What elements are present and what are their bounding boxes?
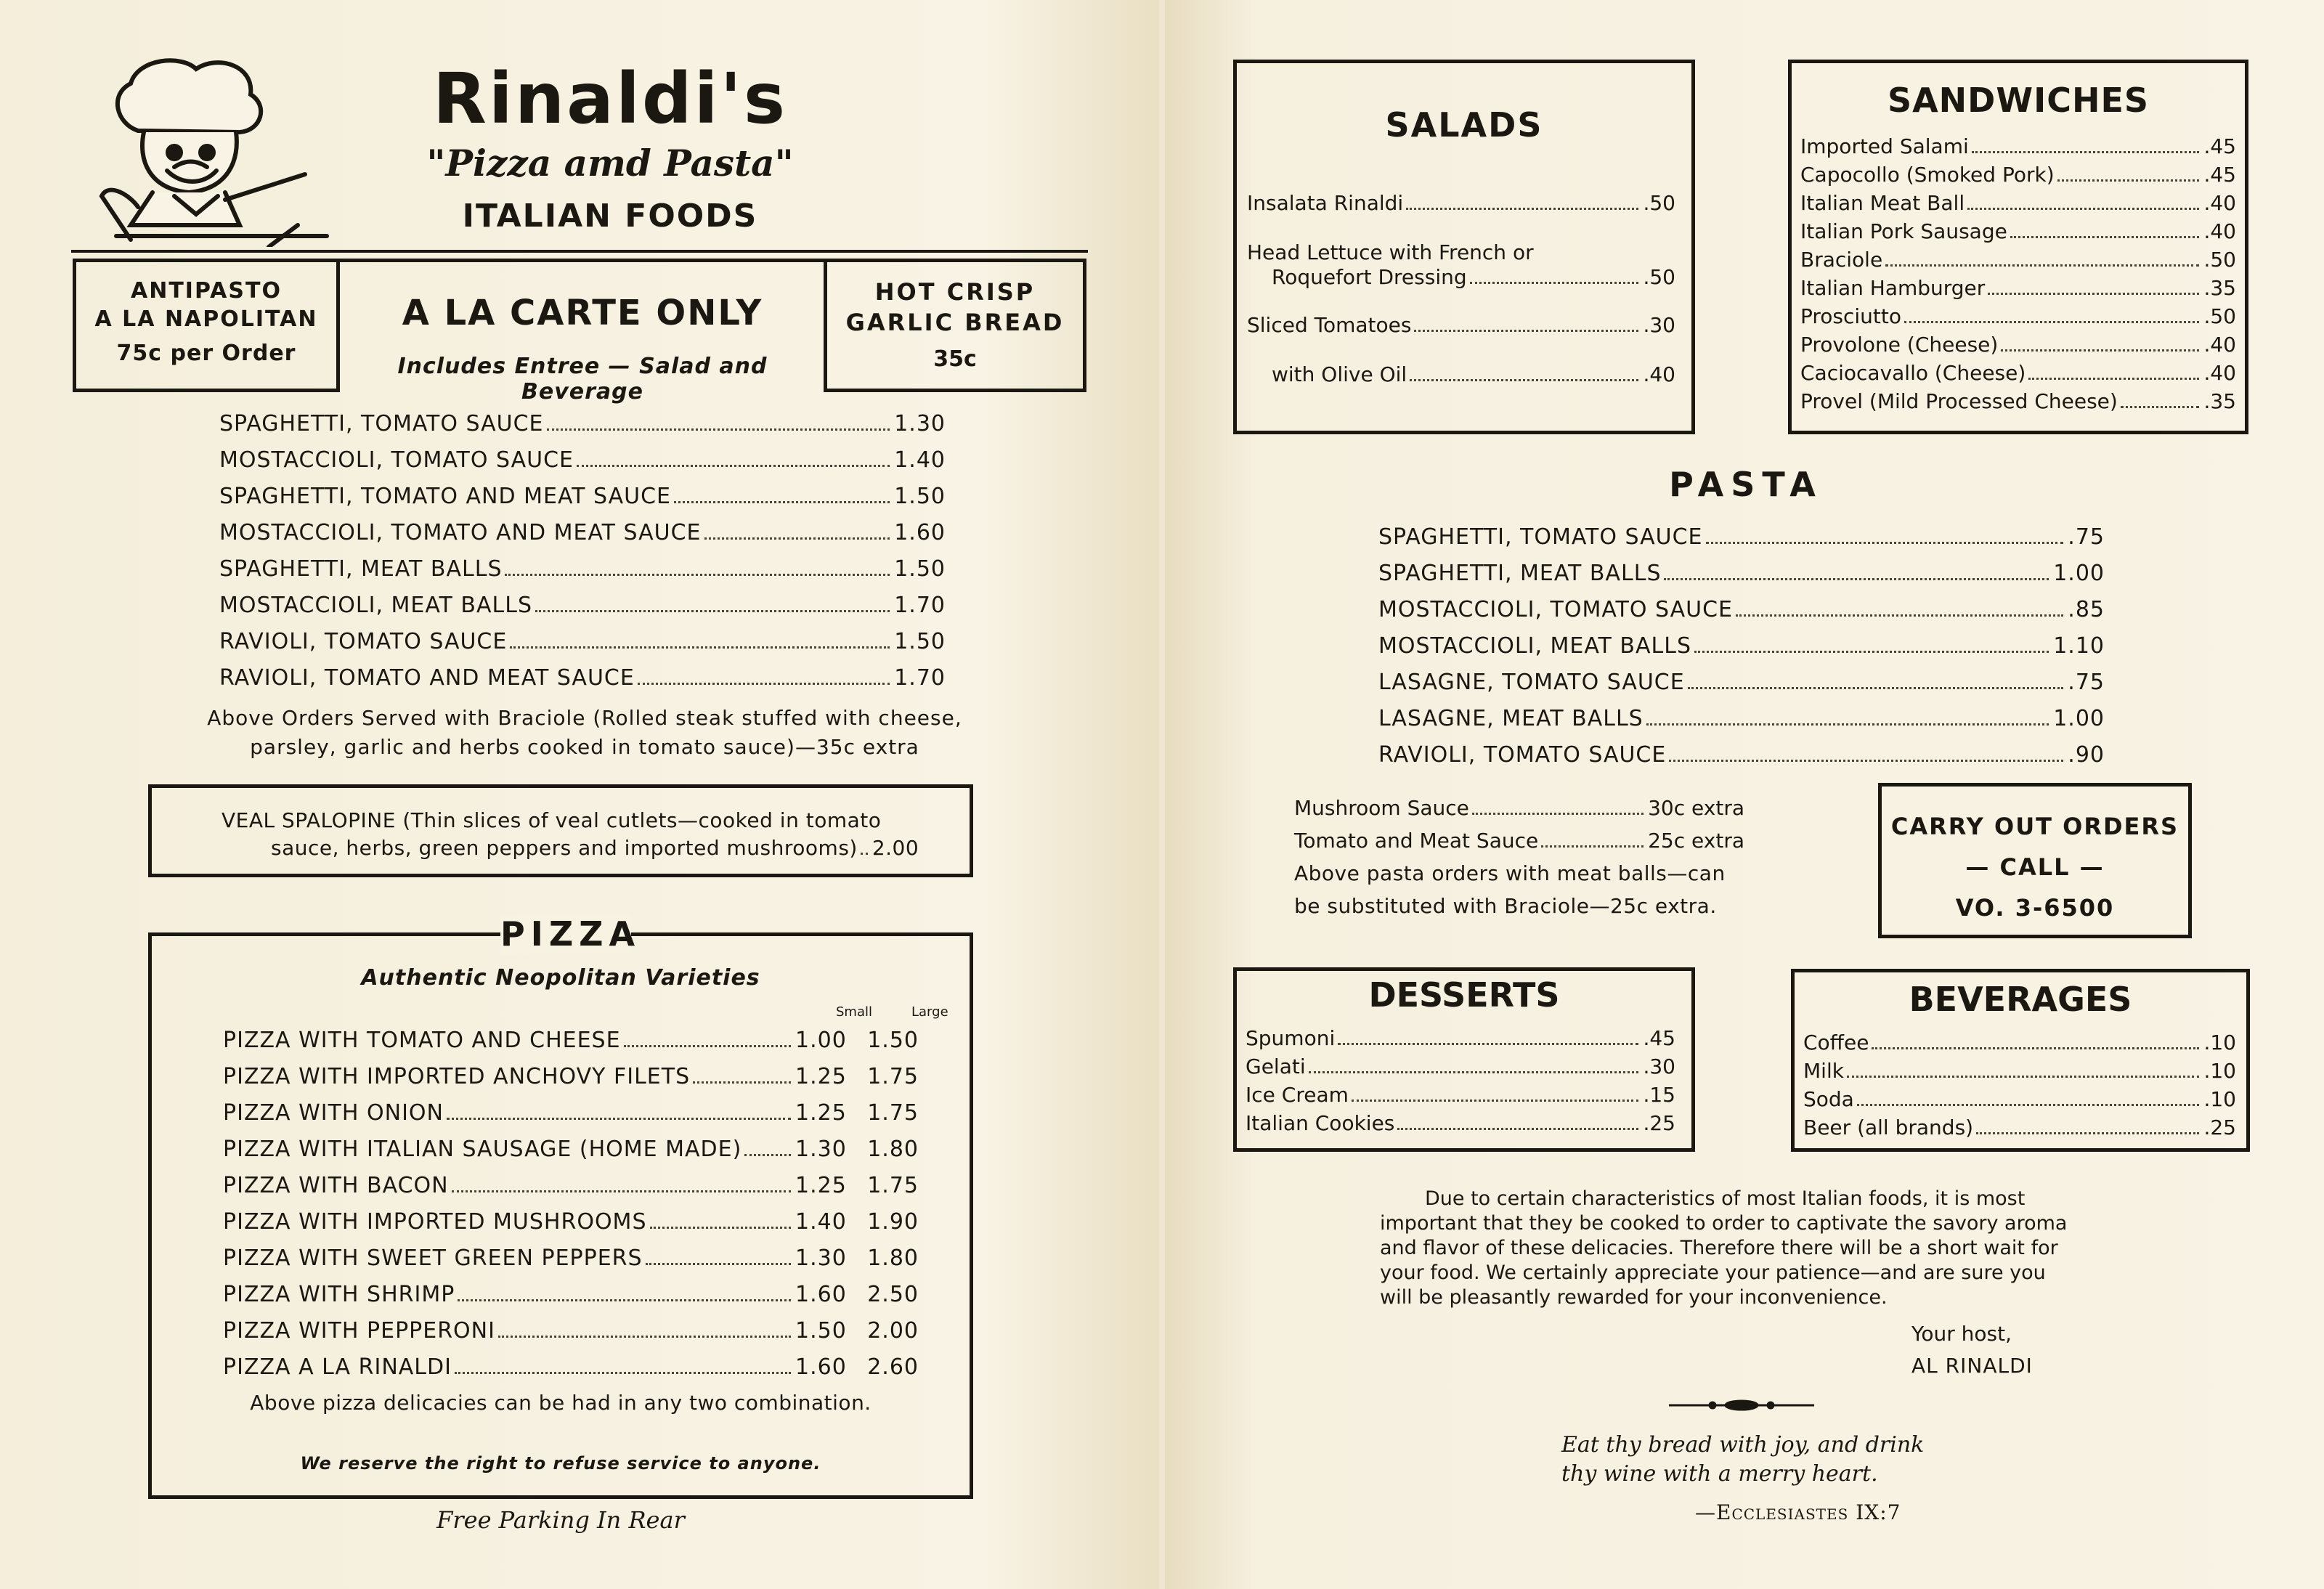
sandwich-price: .40: [2203, 219, 2236, 243]
entree-price: 1.60: [894, 520, 946, 545]
pizza-title: PIZZA: [500, 914, 641, 954]
antipasto-line1: ANTIPASTO: [131, 278, 282, 304]
salads-title: SALADS: [1385, 105, 1543, 145]
salad-name-line1: Head Lettuce with French or: [1247, 240, 1534, 264]
pizza-large-price: 2.60: [867, 1354, 919, 1380]
pasta-price: 1.00: [2053, 706, 2105, 731]
entree-name: MOSTACCIOLI, TOMATO AND MEAT SAUCE: [219, 520, 702, 545]
carryout-box: [1878, 783, 2192, 938]
list-item: [1800, 304, 2236, 333]
pizza-small-price: 1.60: [795, 1354, 847, 1380]
host-note-line: will be pleasantly rewarded for your inconvenience.: [1380, 1286, 1888, 1309]
garlic-bread-box: [824, 259, 1086, 392]
host-note-line: Due to certain characteristics of most Italian foods, it is most: [1425, 1187, 2026, 1210]
salads-box: [1233, 60, 1695, 434]
sandwich-name: Imported Salami: [1800, 134, 1969, 158]
extra-name: Tomato and Meat Sauce: [1294, 829, 1539, 853]
entree-list: [219, 411, 946, 702]
pizza-large-price: 1.80: [867, 1137, 919, 1162]
entree-price: 1.70: [894, 665, 946, 691]
pizza-small-price: 1.60: [795, 1282, 847, 1307]
pasta-price: .75: [2068, 670, 2105, 695]
sandwiches-title: SANDWICHES: [1887, 81, 2150, 120]
pizza-name: PIZZA WITH PEPPERONI: [223, 1318, 495, 1344]
beverage-name: Beer (all brands): [1803, 1115, 1974, 1139]
sandwich-price: .50: [2203, 248, 2236, 272]
entree-name: MOSTACCIOLI, MEAT BALLS: [219, 593, 532, 618]
pasta-price: .90: [2068, 742, 2105, 768]
sandwiches-list: [1800, 134, 2236, 418]
sandwich-price: .40: [2203, 191, 2236, 215]
antipasto-price: 75c per Order: [116, 341, 296, 366]
list-item: [1378, 742, 2105, 779]
pasta-price: 1.00: [2053, 561, 2105, 586]
entree-price: 1.30: [894, 411, 946, 436]
left-page: [0, 0, 1159, 1589]
entree-name: MOSTACCIOLI, TOMATO SAUCE: [219, 447, 574, 473]
table-row: [223, 1100, 919, 1137]
restaurant-tagline: "Pizza amd Pasta": [426, 142, 794, 184]
table-row: [223, 1064, 919, 1100]
table-row: [223, 1245, 919, 1282]
pasta-name: MOSTACCIOLI, TOMATO SAUCE: [1378, 597, 1733, 622]
pizza-small-price: 1.25: [795, 1100, 847, 1126]
carryout-line1: CARRY OUT ORDERS: [1890, 813, 2179, 840]
salads-list: [1247, 191, 1675, 406]
list-item: [1378, 597, 2105, 633]
alacarte-note: Includes Entree — Salad and Beverage: [397, 354, 768, 405]
table-row: [223, 1173, 919, 1209]
desserts-title: DESSERTS: [1368, 975, 1560, 1015]
pizza-small-price: 1.00: [795, 1028, 847, 1053]
salad-name: with Olive Oil: [1272, 362, 1407, 386]
carryout-phone: VO. 3-6500: [1955, 894, 2115, 922]
list-item: [1800, 219, 2236, 248]
beverage-name: Soda: [1803, 1087, 1854, 1111]
host-note-line: your food. We certainly appreciate your patience—and are sure you: [1380, 1261, 2046, 1284]
veal-box: [148, 784, 973, 877]
list-item: [1800, 248, 2236, 276]
parking-note: Free Parking In Rear: [436, 1506, 685, 1534]
pizza-large-price: 1.90: [867, 1209, 919, 1235]
list-item: [1378, 524, 2105, 561]
pasta-title: PASTA: [1669, 465, 1823, 504]
pasta-name: SPAGHETTI, MEAT BALLS: [1378, 561, 1662, 586]
list-item: [1803, 1031, 2236, 1059]
entree-price: 1.70: [894, 593, 946, 618]
sandwich-name: Provolone (Cheese): [1800, 333, 1999, 357]
beverage-price: .10: [2203, 1059, 2236, 1083]
braciole-note-1: Above Orders Served with Braciole (Rolled steak stuffed with cheese,: [207, 706, 962, 730]
pasta-price: .85: [2068, 597, 2105, 622]
list-item: [1803, 1115, 2236, 1144]
entree-price: 1.40: [894, 447, 946, 473]
pizza-small-price: 1.25: [795, 1064, 847, 1089]
pizza-small-price: 1.30: [795, 1245, 847, 1271]
pasta-name: SPAGHETTI, TOMATO SAUCE: [1378, 524, 1703, 550]
host-note-line: important that they be cooked to order to captivate the savory aroma: [1380, 1212, 2068, 1235]
dessert-price: .30: [1643, 1054, 1675, 1078]
alacarte-title: A LA CARTE ONLY: [402, 293, 763, 333]
sandwich-name: Capocollo (Smoked Pork): [1800, 163, 2055, 187]
list-item: [1247, 313, 1675, 362]
pizza-name: PIZZA WITH SWEET GREEN PEPPERS: [223, 1245, 643, 1271]
entree-name: SPAGHETTI, MEAT BALLS: [219, 556, 503, 582]
col-small-label: Small: [836, 1004, 872, 1020]
desserts-list: [1246, 1026, 1675, 1139]
pasta-name: LASAGNE, MEAT BALLS: [1378, 706, 1644, 731]
entree-name: SPAGHETTI, TOMATO AND MEAT SAUCE: [219, 484, 671, 509]
list-item: [1800, 191, 2236, 219]
pizza-large-price: 1.75: [867, 1173, 919, 1198]
salad-name: Sliced Tomatoes: [1247, 313, 1412, 337]
list-item: [219, 411, 946, 447]
list-item: [1247, 362, 1675, 406]
list-item: [1800, 361, 2236, 389]
sandwich-name: Braciole: [1800, 248, 1883, 272]
pasta-name: LASAGNE, TOMATO SAUCE: [1378, 670, 1685, 695]
host-name: AL RINALDI: [1911, 1354, 2033, 1378]
entree-name: SPAGHETTI, TOMATO SAUCE: [219, 411, 544, 436]
entree-name: RAVIOLI, TOMATO SAUCE: [219, 629, 508, 654]
sandwich-price: .45: [2203, 163, 2236, 187]
table-row: [223, 1318, 919, 1354]
dessert-price: .45: [1643, 1026, 1675, 1050]
sandwich-name: Italian Meat Ball: [1800, 191, 1965, 215]
alacarte-block: [340, 259, 825, 405]
beverages-title: BEVERAGES: [1909, 980, 2132, 1019]
beverage-price: .10: [2203, 1031, 2236, 1054]
braciole-note-2: parsley, garlic and herbs cooked in tomato sauce)—35c extra: [250, 735, 919, 759]
beverage-name: Coffee: [1803, 1031, 1869, 1054]
pizza-name: PIZZA WITH IMPORTED MUSHROOMS: [223, 1209, 647, 1235]
sandwich-name: Italian Hamburger: [1800, 276, 1986, 300]
beverage-price: .10: [2203, 1087, 2236, 1111]
list-item: [1800, 333, 2236, 361]
pizza-large-price: 2.00: [867, 1318, 919, 1344]
salad-name-line2: Roquefort Dressing: [1272, 265, 1467, 289]
list-item: [1803, 1087, 2236, 1115]
list-item: [1800, 163, 2236, 191]
sandwich-name: Provel (Mild Processed Cheese): [1800, 389, 2118, 413]
veal-price: 2.00: [871, 836, 919, 860]
dessert-name: Spumoni: [1246, 1026, 1336, 1050]
pizza-name: PIZZA WITH ONION: [223, 1100, 444, 1126]
beverage-name: Milk: [1803, 1059, 1844, 1083]
pizza-large-price: 1.80: [867, 1245, 919, 1271]
list-item: [1294, 829, 1744, 861]
garlic-line1: HOT CRISP: [874, 278, 1036, 306]
salad-name: Insalata Rinaldi: [1247, 191, 1404, 215]
antipasto-box: [73, 259, 340, 392]
list-item: [219, 556, 946, 593]
host-note: [1380, 1187, 2106, 1310]
salad-price: .40: [1643, 362, 1675, 386]
pizza-large-price: 1.50: [867, 1028, 919, 1053]
veal-line2-row: [271, 836, 919, 862]
sandwiches-box: [1788, 60, 2248, 434]
pizza-small-price: 1.25: [795, 1173, 847, 1198]
sandwich-name: Caciocavallo (Cheese): [1800, 361, 2026, 385]
table-row: [223, 1209, 919, 1245]
pasta-name: MOSTACCIOLI, MEAT BALLS: [1378, 633, 1691, 659]
pasta-note-2: be substituted with Braciole—25c extra.: [1294, 894, 1717, 918]
pizza-large-price: 1.75: [867, 1064, 919, 1089]
beverages-list: [1803, 1031, 2236, 1144]
pizza-name: PIZZA A LA RINALDI: [223, 1354, 452, 1380]
salad-price: .50: [1643, 265, 1675, 289]
extra-price: 25c extra: [1648, 829, 1744, 853]
list-item: [1247, 265, 1675, 313]
list-item: [219, 520, 946, 556]
dessert-name: Gelati: [1246, 1054, 1306, 1078]
list-item: [1246, 1111, 1675, 1139]
veal-line1: VEAL SPALOPINE (Thin slices of veal cutlets—cooked in tomato: [222, 808, 882, 832]
list-item: [1378, 706, 2105, 742]
pizza-large-price: 1.75: [867, 1100, 919, 1126]
flourish-divider-icon: [1669, 1394, 1814, 1416]
beverage-price: .25: [2203, 1115, 2236, 1139]
pasta-price: .75: [2068, 524, 2105, 550]
sandwich-price: .40: [2203, 333, 2236, 357]
sandwich-price: .40: [2203, 361, 2236, 385]
pizza-name: PIZZA WITH IMPORTED ANCHOVY FILETS: [223, 1064, 691, 1089]
pizza-small-price: 1.50: [795, 1318, 847, 1344]
garlic-line2: GARLIC BREAD: [845, 309, 1065, 336]
table-row: [223, 1137, 919, 1173]
pasta-price: 1.10: [2053, 633, 2105, 659]
list-item: [1246, 1083, 1675, 1111]
dessert-price: .15: [1643, 1083, 1675, 1107]
host-signoff: Your host,: [1911, 1322, 2012, 1346]
pizza-combo-note: Above pizza delicacies can be had in any two combination.: [250, 1391, 871, 1415]
list-item: [1800, 134, 2236, 163]
pizza-list: [223, 1028, 919, 1391]
pizza-small-price: 1.30: [795, 1137, 847, 1162]
sandwich-name: Prosciutto: [1800, 304, 1902, 328]
list-item: [219, 665, 946, 702]
pizza-name: PIZZA WITH ITALIAN SAUSAGE (HOME MADE): [223, 1137, 742, 1162]
pizza-large-price: 2.50: [867, 1282, 919, 1307]
garlic-price: 35c: [933, 346, 977, 372]
list-item: [1803, 1059, 2236, 1087]
right-page: [1165, 0, 2324, 1589]
pasta-list: [1378, 524, 2105, 779]
pasta-name: RAVIOLI, TOMATO SAUCE: [1378, 742, 1667, 768]
list-item: [219, 447, 946, 484]
dessert-name: Italian Cookies: [1246, 1111, 1395, 1135]
list-item: [219, 484, 946, 520]
restaurant-name: Rinaldi's: [432, 58, 787, 139]
entree-price: 1.50: [894, 556, 946, 582]
dessert-name: Ice Cream: [1246, 1083, 1349, 1107]
pizza-subtitle: Authentic Neopolitan Varieties: [361, 965, 760, 991]
list-item: [1247, 191, 1675, 240]
pizza-name: PIZZA WITH BACON: [223, 1173, 449, 1198]
quote-line2: thy wine with a merry heart.: [1561, 1461, 1878, 1487]
list-item: [1246, 1054, 1675, 1083]
quote-line1: Eat thy bread with joy, and drink: [1561, 1432, 1925, 1458]
pizza-name: PIZZA WITH SHRIMP: [223, 1282, 455, 1307]
sandwich-price: .45: [2203, 134, 2236, 158]
pizza-name: PIZZA WITH TOMATO AND CHEESE: [223, 1028, 621, 1053]
sandwich-price: .35: [2203, 389, 2236, 413]
sandwich-price: .50: [2203, 304, 2236, 328]
table-row: [223, 1282, 919, 1318]
extra-name: Mushroom Sauce: [1294, 796, 1469, 820]
dessert-price: .25: [1643, 1111, 1675, 1135]
salad-price: .50: [1643, 191, 1675, 215]
reserve-note: We reserve the right to refuse service to anyone.: [300, 1453, 821, 1474]
list-item: [1800, 276, 2236, 304]
list-item: [1378, 561, 2105, 597]
list-item: [219, 593, 946, 629]
list-item: [1378, 633, 2105, 670]
restaurant-subtitle: ITALIAN FOODS: [462, 198, 758, 235]
entree-price: 1.50: [894, 484, 946, 509]
pasta-note-1: Above pasta orders with meat balls—can: [1294, 861, 1726, 885]
quote-source: —Ecclesiastes IX:7: [1695, 1500, 1901, 1524]
pizza-box: [148, 914, 973, 1499]
carryout-line2: — CALL —: [1965, 853, 2105, 881]
salad-price: .30: [1643, 313, 1675, 337]
list-item: [1294, 796, 1744, 829]
col-large-label: Large: [911, 1004, 948, 1020]
table-row: [223, 1028, 919, 1064]
antipasto-line2: A LA NAPOLITAN: [94, 306, 318, 332]
entree-name: RAVIOLI, TOMATO AND MEAT SAUCE: [219, 665, 635, 691]
veal-line2: sauce, herbs, green peppers and imported mushrooms): [271, 836, 858, 860]
host-note-line: and flavor of these delicacies. Therefore there will be a short wait for: [1380, 1237, 2058, 1259]
table-row: [223, 1354, 919, 1391]
extra-price: 30c extra: [1648, 796, 1744, 820]
pasta-extras: [1294, 796, 1744, 927]
entree-price: 1.50: [894, 629, 946, 654]
pizza-small-price: 1.40: [795, 1209, 847, 1235]
header-rule: [71, 250, 1088, 253]
sandwich-price: .35: [2203, 276, 2236, 300]
list-item: [1800, 389, 2236, 418]
desserts-box: [1233, 967, 1695, 1152]
list-item: [1246, 1026, 1675, 1054]
list-item: [1378, 670, 2105, 706]
beverages-box: [1791, 969, 2250, 1152]
list-item: [219, 629, 946, 665]
sandwich-name: Italian Pork Sausage: [1800, 219, 2007, 243]
chef-mascot-icon: [87, 51, 334, 247]
